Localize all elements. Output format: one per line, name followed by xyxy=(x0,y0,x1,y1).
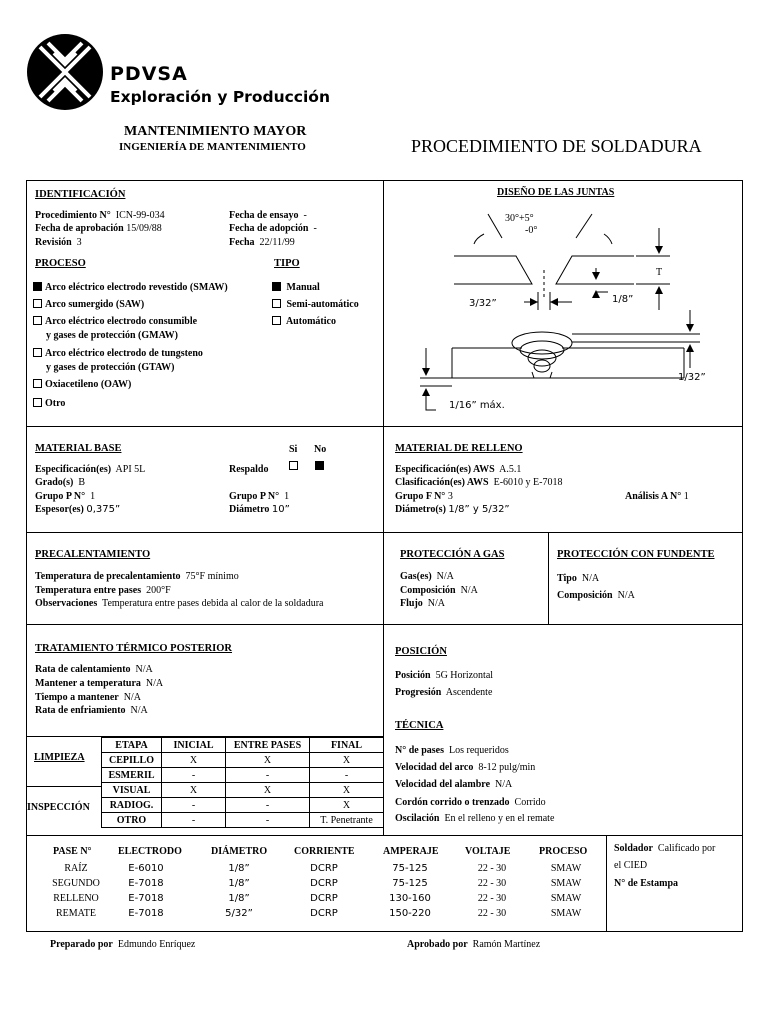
checkbox-gtaw xyxy=(33,348,42,357)
tecnica-title: TÉCNICA xyxy=(395,720,444,731)
pases-header-pase: PASE N° xyxy=(53,846,92,857)
tecnica-row: N° de pases Los requeridos xyxy=(395,745,509,756)
table-row: ESMERIL - - - xyxy=(102,768,384,783)
material-base-title: MATERIAL BASE xyxy=(35,443,122,454)
proceso-oaw[interactable]: Oxiacetileno (OAW) xyxy=(33,378,131,391)
pases-cell-corriente: DCRP xyxy=(310,908,338,919)
proceso-smaw[interactable]: Arco eléctrico electrodo revestido (SMAW) xyxy=(33,281,228,294)
relleno-spec-row: Especificación(es) AWS A.5.1 xyxy=(395,464,522,475)
pases-cell-voltaje: 22 - 30 xyxy=(477,908,507,919)
pases-cell-amperaje: 75-125 xyxy=(392,863,428,874)
preparado-row: Preparado por Edmundo Enríquez xyxy=(50,939,196,950)
checkbox-smaw xyxy=(33,282,42,291)
diseno-title: DISEÑO DE LAS JUNTAS xyxy=(497,187,615,198)
posicion-title: POSICIÓN xyxy=(395,646,447,657)
analisis-row: Análisis A N° 1 xyxy=(625,491,689,502)
dept-subtitle: INGENIERÍA DE MANTENIMIENTO xyxy=(119,141,306,153)
proteccion-gas-title: PROTECCIÓN A GAS xyxy=(400,549,505,560)
table-row: OTRO - - T. Penetrante xyxy=(102,813,384,828)
tratamiento-row: Tiempo a mantener N/A xyxy=(35,692,141,703)
tratamiento-row: Rata de enfriamiento N/A xyxy=(35,705,148,716)
proceso-gmaw[interactable]: Arco eléctrico electrodo consumible xyxy=(33,315,197,328)
temp-precal-row: Temperatura de precalentamiento 75°F mínimo xyxy=(35,571,239,582)
pases-cell-electrodo: E-7018 xyxy=(128,893,164,904)
pases-cell-diametro: 1/8” xyxy=(228,878,250,889)
pases-cell-pase: RELLENO xyxy=(53,893,99,904)
spec-row: Especificación(es) API 5L xyxy=(35,464,146,475)
pases-cell-diametro: 1/8” xyxy=(228,893,250,904)
si-label: Si xyxy=(289,444,298,455)
pases-cell-pase: SEGUNDO xyxy=(52,878,100,889)
inspeccion-label: INSPECCIÓN xyxy=(27,802,90,813)
pases-header-proceso: PROCESO xyxy=(539,846,588,857)
pases-cell-proceso: SMAW xyxy=(550,893,582,904)
dept-title: MANTENIMIENTO MAYOR xyxy=(124,124,307,139)
espesor-row: Espesor(es) 0,375” xyxy=(35,504,121,515)
progresion-row: Progresión Ascendente xyxy=(395,687,493,698)
fecha-adopcion-row: Fecha de adopción - xyxy=(229,223,317,234)
table-row: RADIOG. - - X xyxy=(102,798,384,813)
tratamiento-row: Mantener a temperatura N/A xyxy=(35,678,164,689)
t-label: T xyxy=(656,267,663,278)
respaldo-si-checkbox[interactable] xyxy=(289,461,298,470)
tipo-title: TIPO xyxy=(274,258,300,269)
pdvsa-logo xyxy=(26,33,104,111)
checkbox-saw xyxy=(33,299,42,308)
observaciones-row: Observaciones Temperatura entre pases debida al calor de la soldadura xyxy=(35,598,324,609)
soldador-value-line2: el CIED xyxy=(614,860,648,871)
pases-cell-amperaje: 150-220 xyxy=(389,908,431,919)
proceso-otro[interactable]: Otro xyxy=(33,397,65,410)
pases-cell-voltaje: 22 - 30 xyxy=(477,863,507,874)
temp-entre-row: Temperatura entre pases 200°F xyxy=(35,585,171,596)
no-label: No xyxy=(314,444,327,455)
pases-cell-corriente: DCRP xyxy=(310,893,338,904)
pases-cell-electrodo: E-7018 xyxy=(128,878,164,889)
tecnica-row: Oscilación En el relleno y en el remate xyxy=(395,813,555,824)
relleno-clas-row: Clasificación(es) AWS E-6010 y E-7018 xyxy=(395,477,563,488)
checkbox-gmaw xyxy=(33,316,42,325)
grupo-row: Grupo P N° 1 xyxy=(35,491,96,502)
tratamiento-row: Rata de calentamiento N/A xyxy=(35,664,153,675)
tratamiento-title: TRATAMIENTO TÉRMICO POSTERIOR xyxy=(35,643,233,654)
max-label: 1/16” máx. xyxy=(449,400,505,411)
aprobado-row: Aprobado por Ramón Martínez xyxy=(407,939,541,950)
procedimiento-row: Procedimiento N° ICN-99-034 xyxy=(35,210,165,221)
tecnica-row: Cordón corrido o trenzado Corrido xyxy=(395,797,546,808)
respaldo-no-checkbox[interactable] xyxy=(315,461,324,470)
tipo-auto[interactable]: Automático xyxy=(272,315,336,328)
posicion-row: Posición 5G Horizontal xyxy=(395,670,494,681)
identificacion-title: IDENTIFICACIÓN xyxy=(35,189,126,200)
grupo2-row: Grupo P N° 1 xyxy=(229,491,290,502)
pases-cell-diametro: 5/32” xyxy=(225,908,253,919)
checkbox-semi xyxy=(272,299,281,308)
flujo-row: Flujo N/A xyxy=(400,598,446,609)
fundente-tipo-row: Tipo N/A xyxy=(557,573,600,584)
land-label: 1/8” xyxy=(612,294,634,305)
pases-cell-proceso: SMAW xyxy=(550,863,582,874)
checkbox-otro xyxy=(33,398,42,407)
pases-cell-voltaje: 22 - 30 xyxy=(477,878,507,889)
respaldo-label: Respaldo xyxy=(229,464,269,475)
proceso-saw[interactable]: Arco sumergido (SAW) xyxy=(33,298,144,311)
angle-label: 30°+5° xyxy=(505,213,534,224)
revision-row: Revisión 3 xyxy=(35,237,82,248)
pases-cell-electrodo: E-6010 xyxy=(128,863,164,874)
header-etapa: ETAPA xyxy=(102,738,162,753)
table-row: CEPILLO X X X xyxy=(102,753,384,768)
pases-cell-amperaje: 75-125 xyxy=(392,878,428,889)
fecha-ensayo-row: Fecha de ensayo - xyxy=(229,210,307,221)
angle-tol-label: -0° xyxy=(525,225,538,236)
proceso-gtaw-line2: y gases de protección (GTAW) xyxy=(46,362,175,373)
checkbox-manual xyxy=(272,282,281,291)
pases-cell-corriente: DCRP xyxy=(310,863,338,874)
limpieza-label: LIMPIEZA xyxy=(34,752,85,763)
tipo-manual[interactable]: Manual xyxy=(272,281,320,294)
pases-cell-pase: REMATE xyxy=(56,908,96,919)
material-relleno-title: MATERIAL DE RELLENO xyxy=(395,443,523,454)
pases-cell-amperaje: 130-160 xyxy=(389,893,431,904)
gas-row: Gas(es) N/A xyxy=(400,571,454,582)
pases-header-amperaje: AMPERAJE xyxy=(383,846,439,857)
tecnica-row: Velocidad del alambre N/A xyxy=(395,779,513,790)
gas-comp-row: Composición N/A xyxy=(400,585,478,596)
pases-header-electrodo: ELECTRODO xyxy=(118,846,182,857)
pases-cell-proceso: SMAW xyxy=(550,878,582,889)
fecha-aprobacion-row: Fecha de aprobación 15/09/88 xyxy=(35,223,162,234)
division-name: Exploración y Producción xyxy=(110,88,330,106)
pases-header-corriente: CORRIENTE xyxy=(294,846,355,857)
pases-header-diametro: DIÁMETRO xyxy=(211,846,268,857)
pases-header-voltaje: VOLTAJE xyxy=(465,846,511,857)
proceso-gtaw[interactable]: Arco eléctrico electrodo de tungsteno xyxy=(33,347,203,360)
pases-cell-proceso: SMAW xyxy=(550,908,582,919)
tipo-semi[interactable]: Semi-automático xyxy=(272,298,359,311)
pases-cell-diametro: 1/8” xyxy=(228,863,250,874)
pases-cell-pase: RAÍZ xyxy=(64,863,88,874)
relleno-diam-row: Diámetro(s) 1/8” y 5/32” xyxy=(395,504,510,515)
pases-cell-corriente: DCRP xyxy=(310,878,338,889)
grado-row: Grado(s) B xyxy=(35,477,86,488)
brand-name: PDVSA xyxy=(110,63,188,85)
pases-cell-voltaje: 22 - 30 xyxy=(477,893,507,904)
proceso-gmaw-line2: y gases de protección (GMAW) xyxy=(46,330,179,341)
checkbox-auto xyxy=(272,316,281,325)
proteccion-fundente-title: PROTECCIÓN CON FUNDENTE xyxy=(557,549,715,560)
diametro-row: Diámetro 10” xyxy=(229,504,290,515)
proceso-title: PROCESO xyxy=(35,258,86,269)
estampa-label: N° de Estampa xyxy=(614,878,679,889)
reinf-label: 1/32” xyxy=(678,372,706,383)
gap-label: 3/32” xyxy=(469,298,497,309)
limpieza-table xyxy=(101,737,384,828)
pases-cell-electrodo: E-7018 xyxy=(128,908,164,919)
checkbox-oaw xyxy=(33,379,42,388)
soldador-row: Soldador Calificado por xyxy=(614,843,716,854)
relleno-grupo-row: Grupo F N° 3 xyxy=(395,491,453,502)
fecha-row: Fecha 22/11/99 xyxy=(229,237,295,248)
header-inicial: INICIAL xyxy=(162,738,226,753)
fundente-comp-row: Composición N/A xyxy=(557,590,635,601)
header-final: FINAL xyxy=(310,738,384,753)
table-row: VISUAL X X X xyxy=(102,783,384,798)
joint-diagram xyxy=(384,198,742,424)
tecnica-row: Velocidad del arco 8-12 pulg/min xyxy=(395,762,536,773)
precalentamiento-title: PRECALENTAMIENTO xyxy=(35,549,151,560)
header-entre: ENTRE PASES xyxy=(226,738,310,753)
doc-title: PROCEDIMIENTO DE SOLDADURA xyxy=(411,136,702,156)
